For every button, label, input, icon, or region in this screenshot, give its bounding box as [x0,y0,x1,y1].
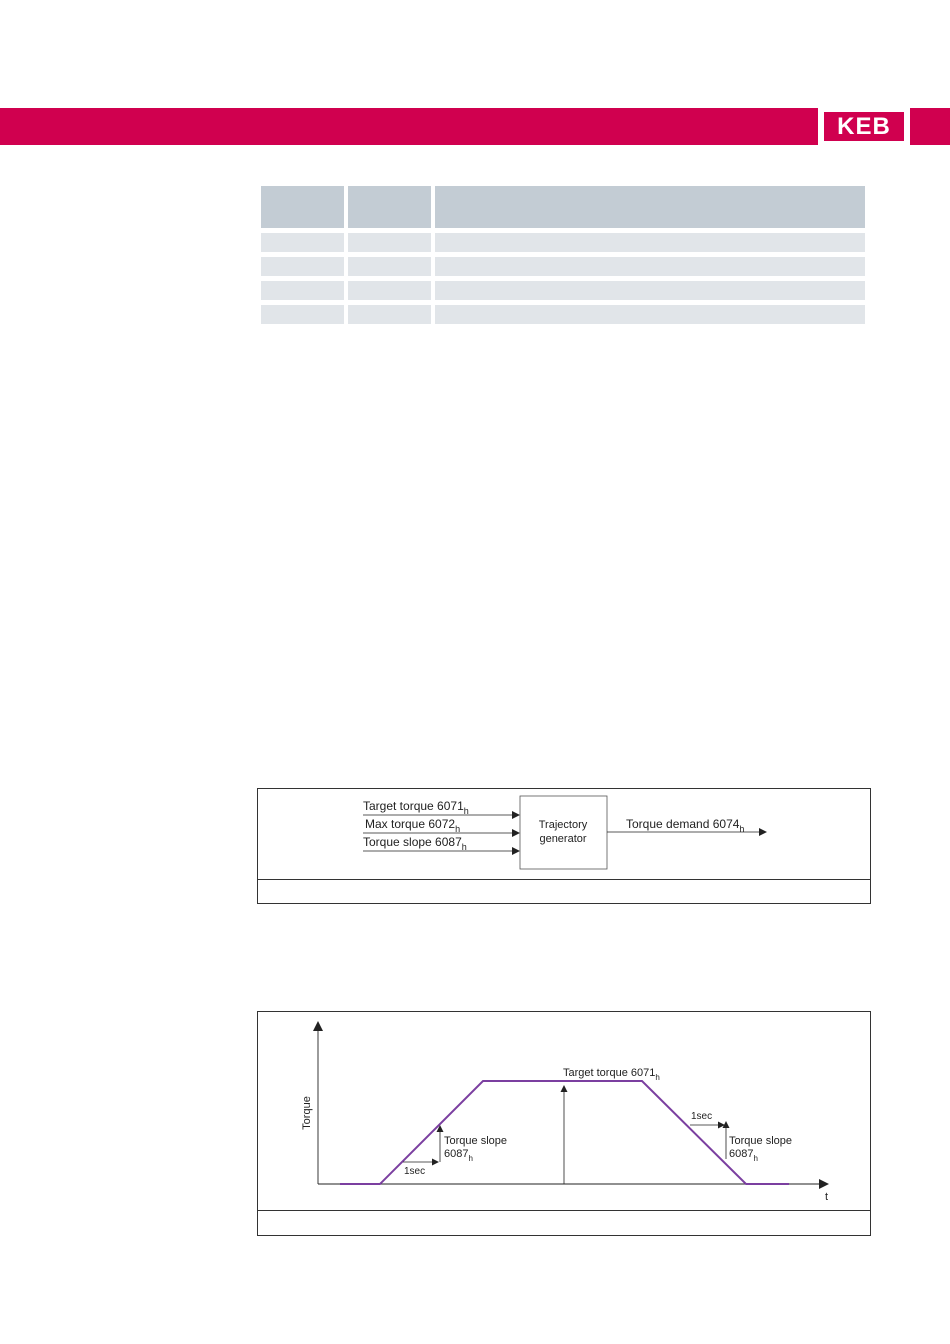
table-cell [435,233,865,252]
left-slope-label-line1: Torque slope [444,1135,507,1147]
table-cell [261,233,344,252]
input-label-max-torque: Max torque $6072_h$ [365,817,461,834]
input-label-target-torque: Target torque $6071_h$ [363,799,469,816]
table-cell [348,281,431,300]
torque-profile-diagram [258,1012,870,1210]
table-header-row [261,186,866,228]
table-cell [348,233,431,252]
caption-divider [258,879,870,880]
right-slope-label-line2: $6087_h$ [729,1148,758,1163]
caption-divider [258,1210,870,1211]
right-slope-label-line1: Torque slope [729,1135,792,1147]
table-cell [435,281,865,300]
table-header-cell [348,186,431,228]
table-cell [261,281,344,300]
y-axis-label: Torque [301,1096,313,1130]
block-label-line2: generator [539,833,587,845]
trajectory-generator-figure [257,788,871,904]
table-row [261,281,866,300]
left-1sec-label: 1sec [404,1166,426,1177]
x-axis-label: t [825,1191,829,1203]
parameter-table [261,186,866,329]
keb-logo [818,106,910,147]
left-slope-label-line2: $6087_h$ [444,1148,473,1163]
table-row [261,257,866,276]
table-cell [435,305,865,324]
block-diagram [258,789,870,879]
table-row [261,305,866,324]
keb-logo-text: KEB [824,112,904,141]
target-torque-label: Target torque $6071_h$ [563,1067,660,1082]
header-bar [0,108,950,145]
block-label-line1: Trajectory [538,819,588,831]
table-header-cell [435,186,865,228]
table-cell [435,257,865,276]
table-cell [261,257,344,276]
input-label-torque-slope: Torque slope $6087_h$ [363,835,467,852]
table-row [261,233,866,252]
table-header-cell [261,186,344,228]
right-1sec-label: 1sec [691,1111,713,1122]
table-cell [261,305,344,324]
table-cell [348,305,431,324]
table-cell [348,257,431,276]
output-label-torque-demand: Torque demand $6074_h$ [626,817,745,834]
torque-profile-figure [257,1011,871,1236]
